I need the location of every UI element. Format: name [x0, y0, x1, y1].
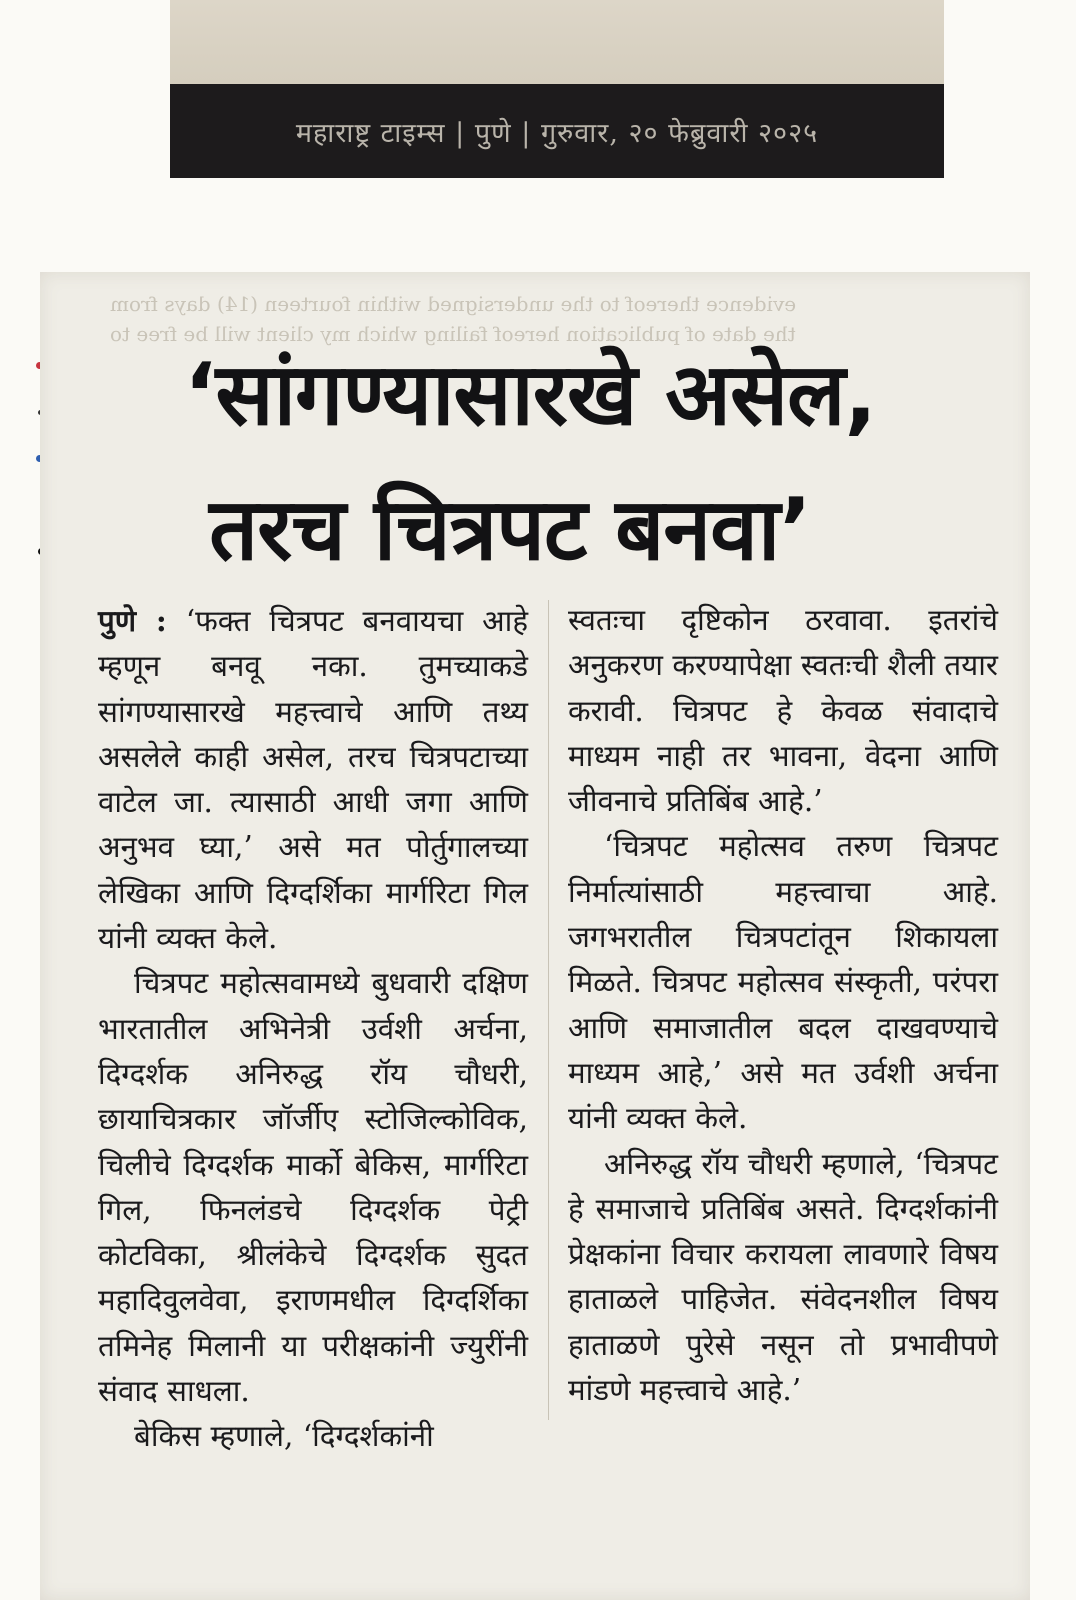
paragraph-text: ‘फक्त चित्रपट बनवायचा आहे म्हणून बनवू नका. तुमच्याकडे सांगण्यासारखे महत्त्वाचे आणि तथ्य असलेले काही असेल, तरच चित्रपटाच्या वाटेल जा. त्यासाठी आधी जगा आणि अनुभव घ्या,’ असे मत पोर्तुगालच्या लेखिका आणि दिग्दर्शिका मार्गरिटा गिल यांनी व्यक्त केले.: [98, 604, 528, 956]
top-clipping: [170, 0, 944, 92]
article-paragraph: [98, 598, 528, 961]
headline-line-1: ‘सांगण्यासारखे असेल,: [183, 345, 877, 445]
dateline: पुणे :: [98, 603, 167, 638]
article-paragraph: बेकिस म्हणाले, ‘दिग्दर्शकांनी: [134, 1419, 434, 1454]
article-column-left: [98, 598, 528, 1460]
article-paragraph: अनिरुद्ध रॉय चौधरी म्हणाले, ‘चित्रपट हे समाजाचे प्रतिबिंब असते. दिग्दर्शकांनी प्रेक्षकांना विचार करायला लावणारे विषय हाताळले पाहिजेत. संवेदनशील विषय हाताळणे पुरेसे नसून तो प्रभावीपणे मांडणे महत्त्वाचे आहे.’: [568, 1146, 998, 1408]
headline-line-2: तरच चित्रपट बनवा’: [209, 480, 811, 580]
article-column-right: [568, 598, 998, 1413]
column-divider: [548, 600, 549, 1420]
article-paragraph: स्वतःचा दृष्टिकोन ठरवावा. इतरांचे अनुकरण करण्यापेक्षा स्वतःची शैली तयार करावी. चित्रपट हे केवळ संवादाचे माध्यम नाही तर भावना, वेदना आणि जीवनाचे प्रतिबिंब आहे.’: [568, 603, 998, 819]
masthead-text: महाराष्ट्र टाइम्स | पुणे | गुरुवार, २० फेब्रुवारी २०२५: [295, 117, 819, 149]
bleed-through-text-1: evidence thereof to the undersigned within fourteen (14) days from: [110, 292, 797, 316]
article-paragraph: चित्रपट महोत्सवामध्ये बुधवारी दक्षिण भारतातील अभिनेत्री उर्वशी अर्चना, दिग्दर्शक अनिरुद्ध रॉय चौधरी, छायाचित्रकार जॉर्जीए स्टोजिल्कोविक, चिलीचे दिग्दर्शक मार्को बेकिस, मार्गरिटा गिल, फिनलंडचे दिग्दर्शक पेट्री कोटविका, श्रीलंकेचे दिग्दर्शक सुदत महादिवुलवेवा, इराणमधील दिग्दर्शिका तमिनेह मिलानी या परीक्षकांनी ज्युरींनी संवाद साधला.: [98, 966, 528, 1409]
article-paragraph: ‘चित्रपट महोत्सव तरुण चित्रपट निर्मात्यांसाठी महत्त्वाचा आहे. जगभरातील चित्रपटांतून शिकायला मिळते. चित्रपट महोत्सव संस्कृती, परंपरा आणि समाजातील बदल दाखवण्याचे माध्यम आहे,’ असे मत उर्वशी अर्चना यांनी व्यक्त केले.: [568, 829, 998, 1136]
bleed-through-text-2: the date of publication hereof failing which my client will be free to: [110, 322, 796, 346]
masthead-band: [170, 84, 944, 178]
